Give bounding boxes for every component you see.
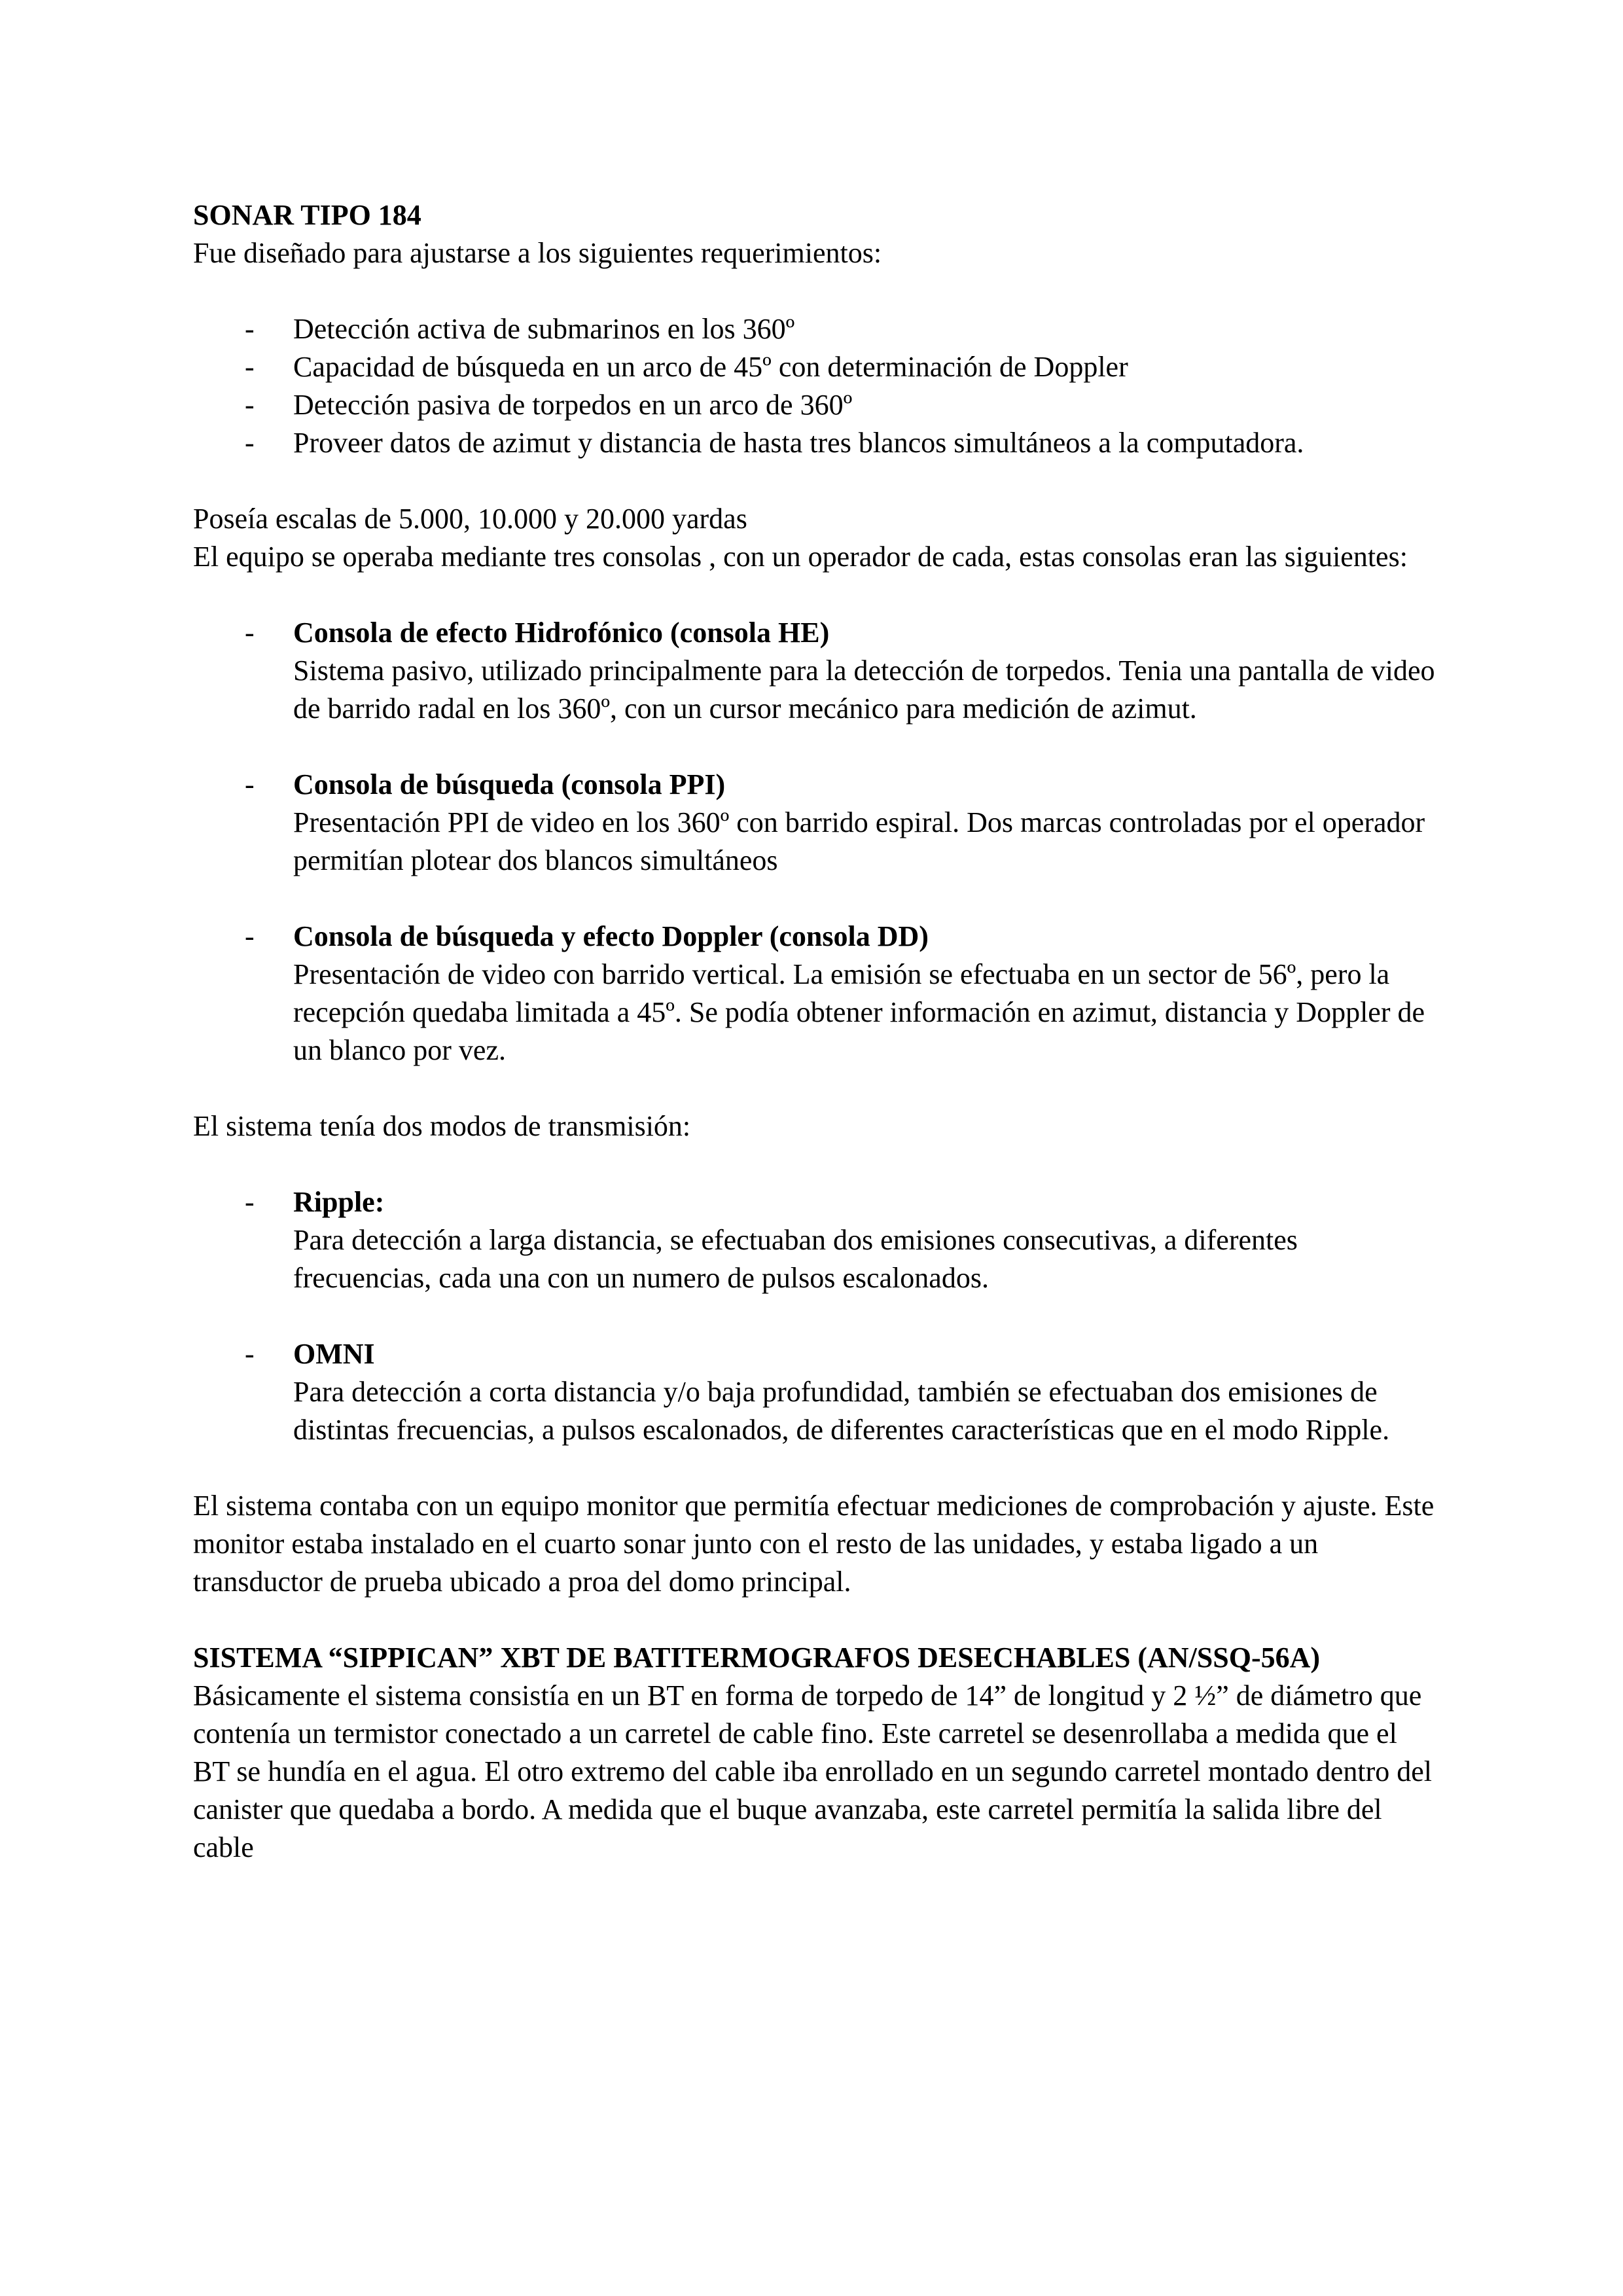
list-item: - Capacidad de búsqueda en un arco de 45º con determinación de Doppler [193,348,1436,386]
console-dd-text: Presentación de video con barrido vertical. La emisión se efectuaba en un sector de 56º, pero la recepción quedaba limitada a 45º. Se podía obtener información en azimut, distancia y Doppler de un blanco por vez. [293,958,1425,1066]
console-he-text: Sistema pasivo, utilizado principalmente para la detección de torpedos. Tenia una pantalla de video de barrido radal en los 360º, con un cursor mecánico para medición de azimut. [293,655,1435,725]
modes-intro: El sistema tenía dos modos de transmisión: [193,1110,691,1142]
list-dash: - [245,920,255,952]
mode-ripple-title: Ripple: [293,1186,385,1218]
list-item [193,766,1436,880]
modes-list [193,1183,1436,1297]
consoles-list [193,614,1436,728]
section-title-sonar: SONAR TIPO 184 [193,199,421,231]
list-dash: - [245,617,255,649]
requirements-list [193,310,1436,462]
monitor-paragraph: El sistema contaba con un equipo monitor que permitía efectuar mediciones de comprobación y ajuste. Este monitor estaba instalado en el cuarto sonar junto con el resto de las unidades, y estaba ligado a un transductor de prueba ubicado a proa del domo principal. [193,1490,1435,1598]
console-ppi-title: Consola de búsqueda (consola PPI) [293,768,726,800]
list-dash: - [245,351,255,383]
list-item [193,1183,1436,1297]
list-dash: - [245,1186,255,1218]
xbt-paragraph: Básicamente el sistema consistía en un BT en forma de torpedo de 14” de longitud y 2 ½” de diámetro que contenía un termistor conectado a un carretel de cable fino. Este carretel se desenrollaba a medida que el BT se hundía en el agua. El otro extremo del cable iba enrollado en un segundo carretel montado dentro del canister que quedaba a bordo. A medida que el buque avanzaba, este carretel permitía la salida libre del cable [193,1679,1432,1863]
consoles-intro: El equipo se operaba mediante tres consolas , con un operador de cada, estas consolas eran las siguientes: [193,541,1408,573]
list-item [193,1335,1436,1449]
requirements-intro: Fue diseñado para ajustarse a los siguientes requerimientos: [193,237,882,269]
list-dash: - [245,389,255,421]
scales-paragraph: Poseía escalas de 5.000, 10.000 y 20.000 yardas [193,503,747,535]
mode-ripple-text: Para detección a larga distancia, se efectuaban dos emisiones consecutivas, a diferentes frecuencias, cada una con un numero de pulsos escalonados. [293,1224,1298,1294]
console-he-title: Consola de efecto Hidrofónico (consola HE) [293,617,830,649]
modes-list [193,1335,1436,1449]
list-dash: - [245,427,255,459]
section-title-xbt: SISTEMA “SIPPICAN” XBT DE BATITERMOGRAFOS DESECHABLES (AN/SSQ-56A) [193,1641,1321,1674]
console-dd-title: Consola de búsqueda y efecto Doppler (consola DD) [293,920,929,952]
console-ppi-text: Presentación PPI de video en los 360º con barrido espiral. Dos marcas controladas por el operador permitían plotear dos blancos simultáneos [293,806,1425,876]
list-dash: - [245,313,255,345]
mode-omni-title: OMNI [293,1338,375,1370]
list-item [193,614,1436,728]
consoles-list [193,918,1436,1069]
list-item: - Detección pasiva de torpedos en un arco de 360º [193,386,1436,424]
document-body [193,196,1436,1867]
list-dash: - [245,1338,255,1370]
list-item [193,918,1436,1069]
list-item: - Detección activa de submarinos en los 360º [193,310,1436,348]
list-dash: - [245,768,255,800]
consoles-list [193,766,1436,880]
list-item: - Proveer datos de azimut y distancia de hasta tres blancos simultáneos a la computadora. [193,424,1436,462]
mode-omni-text: Para detección a corta distancia y/o baja profundidad, también se efectuaban dos emisiones de distintas frecuencias, a pulsos escalonados, de diferentes características que en el modo Ripple. [293,1376,1390,1446]
